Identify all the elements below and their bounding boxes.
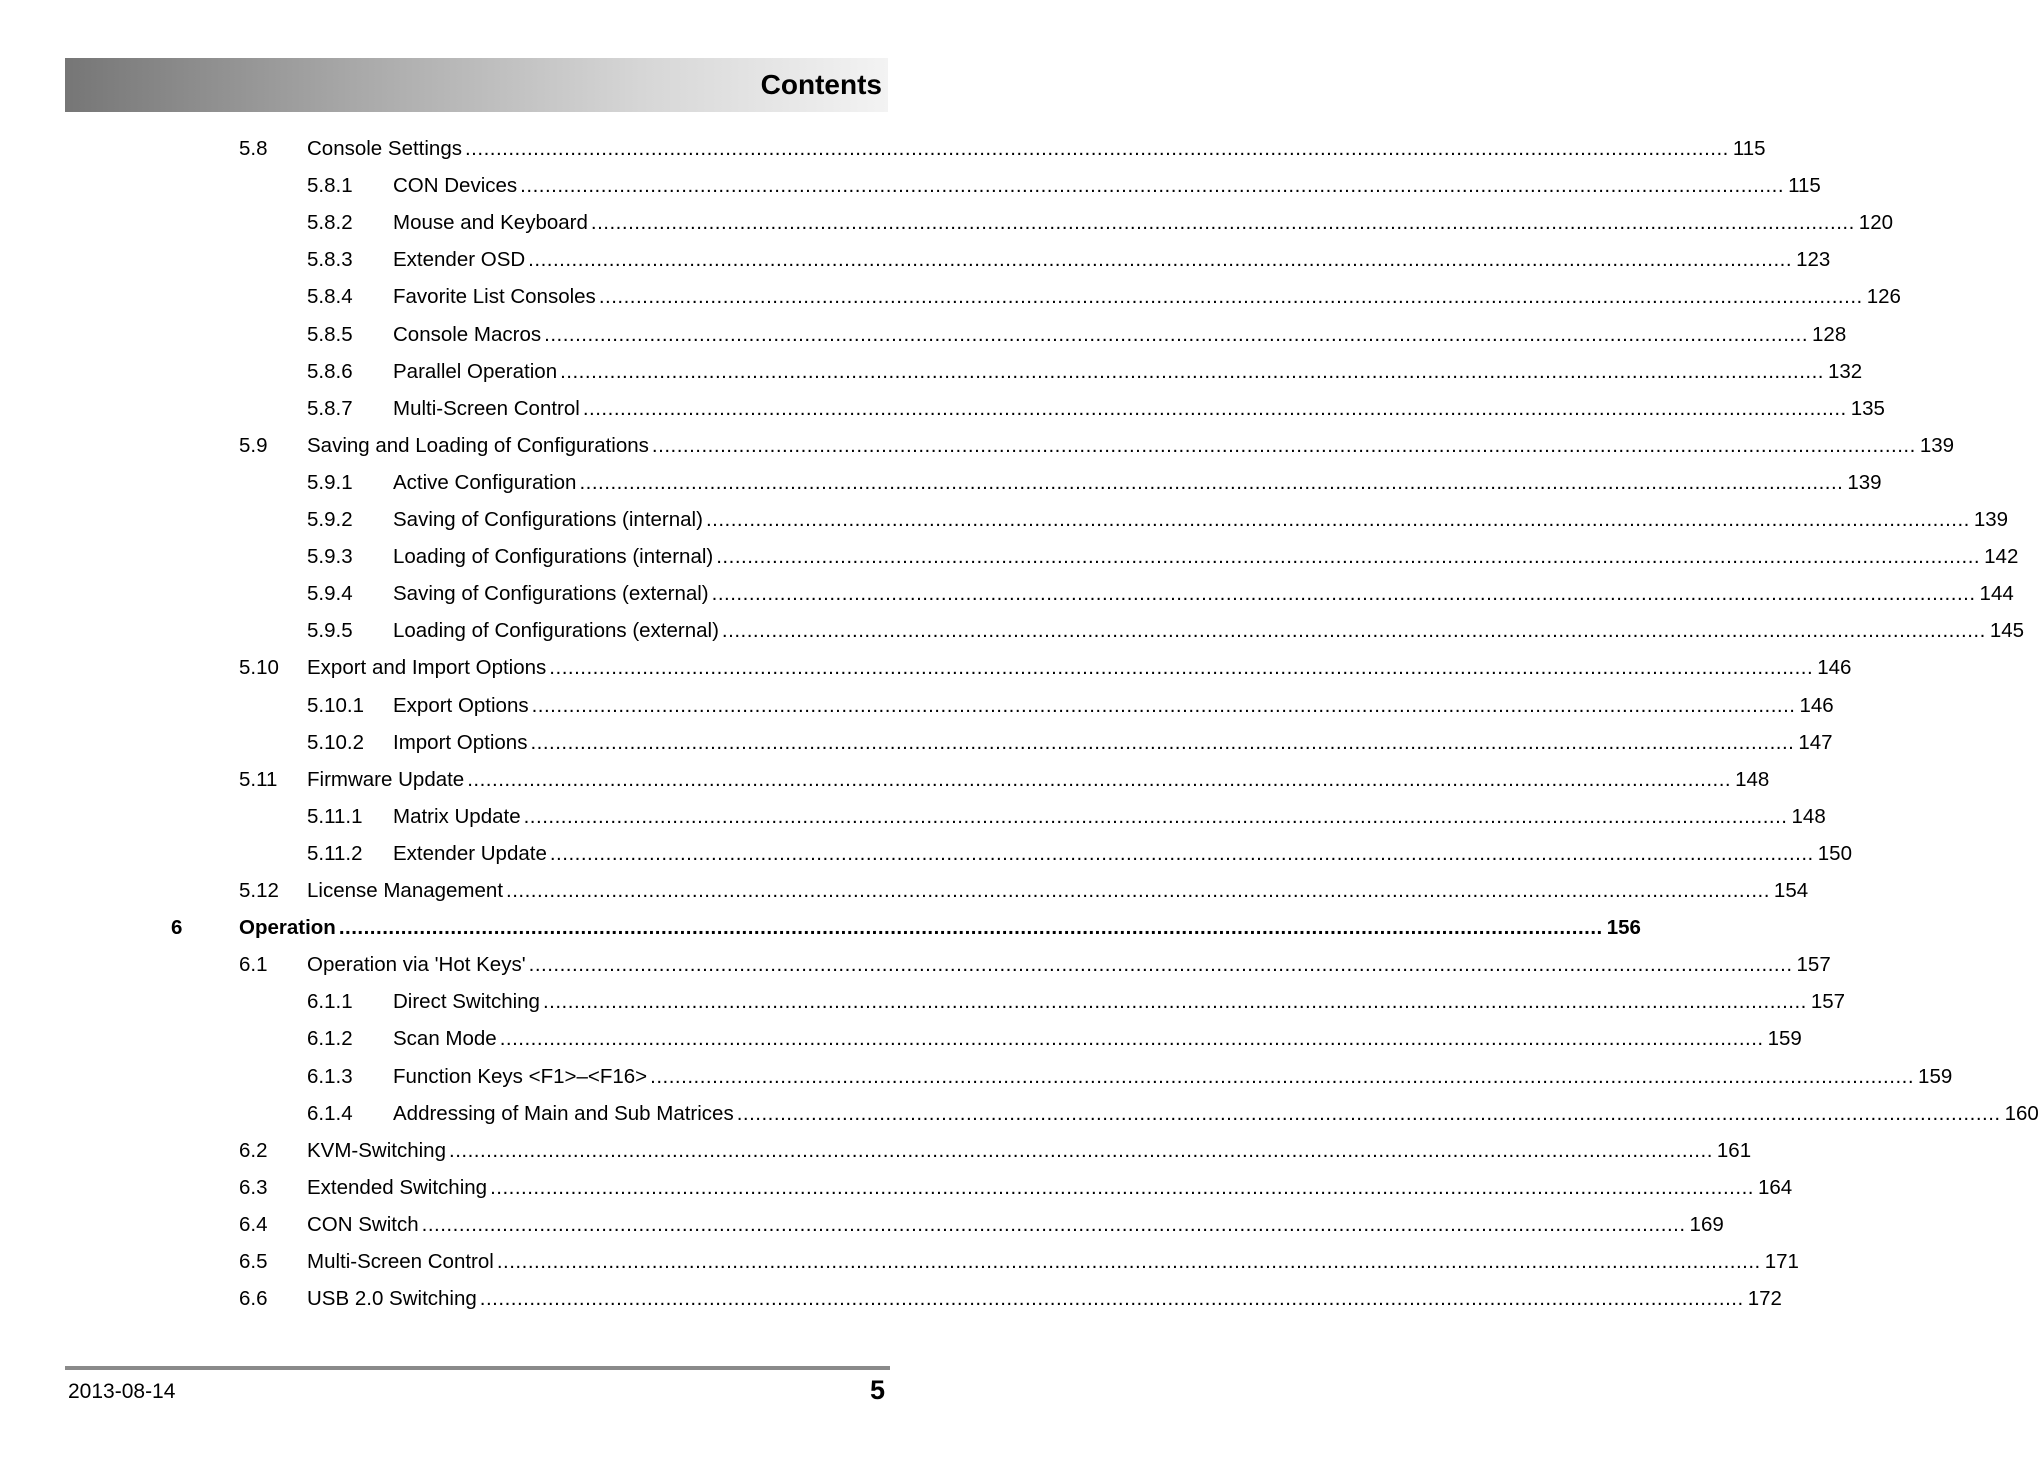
toc-entry[interactable] xyxy=(239,1132,1752,1169)
toc-entry-page: 150 xyxy=(1817,841,1852,865)
toc-entry-page: 156 xyxy=(1606,916,1641,940)
header-band xyxy=(65,58,888,112)
toc-entry[interactable] xyxy=(239,427,1955,464)
toc-entry-page: 144 xyxy=(1979,582,2014,606)
toc-entry-title: Mouse and Keyboard xyxy=(393,211,588,235)
toc-entry-title: Saving of Configurations (internal) xyxy=(393,508,703,531)
toc-dot-leader: ............................................................................................................................................................................................................ xyxy=(520,174,1785,198)
toc-entry[interactable] xyxy=(307,167,1821,204)
toc-entry-title: Operation xyxy=(239,916,336,940)
toc-entry-page: 164 xyxy=(1757,1175,1793,1199)
toc-entry[interactable] xyxy=(239,130,1766,167)
toc-entry-title: USB 2.0 Switching xyxy=(307,1287,477,1311)
toc-dot-leader: ............................................................................................................................................................................................................ xyxy=(506,879,1770,902)
toc-dot-leader: ............................................................................................................................................................................................................ xyxy=(721,619,1986,643)
toc-entry-number: 5.10 xyxy=(239,656,279,680)
toc-entry[interactable] xyxy=(239,649,1852,686)
toc-entry[interactable] xyxy=(307,687,1834,724)
toc-entry-page: 157 xyxy=(1810,990,1846,1014)
toc-entry-page: 171 xyxy=(1764,1250,1799,1273)
toc-entry-number: 5.8.6 xyxy=(307,359,353,383)
toc-entry-page: 148 xyxy=(1735,767,1770,791)
toc-entry-page: 159 xyxy=(1918,1064,1953,1088)
toc-entry[interactable] xyxy=(307,538,2019,575)
toc-entry-page: 139 xyxy=(1973,508,2009,531)
toc-entry[interactable] xyxy=(307,204,1894,241)
toc-entry-page: 142 xyxy=(1984,545,2019,569)
toc-entry-number: 5.9.4 xyxy=(307,582,353,606)
toc-dot-leader: ............................................................................................................................................................................................................ xyxy=(716,545,1981,569)
toc-entry-title: Extender Update xyxy=(393,841,547,865)
toc-entry[interactable] xyxy=(307,798,1826,835)
toc-dot-leader: ............................................................................................................................................................................................................ xyxy=(582,396,1847,420)
toc-entry-title: Export and Import Options xyxy=(307,656,547,680)
toc-entry-page: 115 xyxy=(1788,174,1821,198)
toc-entry[interactable] xyxy=(239,946,1831,983)
toc-entry-page: 139 xyxy=(1847,470,1882,494)
toc-entry[interactable] xyxy=(307,316,1847,353)
toc-entry-number: 5.8.4 xyxy=(307,285,353,309)
toc-entry[interactable] xyxy=(239,1169,1793,1206)
toc-entry-title: License Management xyxy=(307,879,504,902)
toc-entry-page: 139 xyxy=(1919,433,1955,457)
toc-entry-number: 5.12 xyxy=(239,879,279,902)
toc-entry-number: 5.8.3 xyxy=(307,248,353,272)
toc-entry-number: 6 xyxy=(171,916,183,940)
toc-entry-page: 169 xyxy=(1689,1212,1724,1236)
toc-entry-page: 126 xyxy=(1866,285,1901,309)
toc-entry-title: Saving of Configurations (external) xyxy=(393,582,709,606)
toc-entry-page: 160 xyxy=(2004,1101,2039,1125)
toc-entry-title: Scan Mode xyxy=(393,1027,497,1051)
toc-entry[interactable] xyxy=(307,835,1852,872)
toc-entry-number: 5.8.2 xyxy=(307,211,353,235)
toc-entry[interactable] xyxy=(239,1280,1782,1317)
toc-entry-title: Console Settings xyxy=(307,137,462,160)
toc-entry-number: 5.9.3 xyxy=(307,545,353,569)
toc-entry-page: 157 xyxy=(1796,953,1831,977)
toc-entry-title: Export Options xyxy=(393,693,529,717)
toc-entry-number: 6.1.3 xyxy=(307,1064,353,1088)
toc-entry-title: Loading of Configurations (external) xyxy=(393,619,719,643)
toc-entry-title: Parallel Operation xyxy=(393,359,558,383)
toc-entry-title: Saving and Loading of Configurations xyxy=(307,433,649,457)
toc-entry[interactable] xyxy=(239,1243,1799,1280)
toc-entry[interactable] xyxy=(307,1020,1802,1057)
toc-dot-leader: ............................................................................................................................................................................................................ xyxy=(542,990,1807,1014)
toc-dot-leader: ............................................................................................................................................................................................................ xyxy=(530,730,1795,754)
toc-entry-title: Favorite List Consoles xyxy=(393,285,596,309)
toc-dot-leader: ............................................................................................................................................................................................................ xyxy=(736,1101,2001,1125)
toc-entry-title: Multi-Screen Control xyxy=(393,396,580,420)
toc-entry-title: Firmware Update xyxy=(307,767,465,791)
toc-entry-page: 123 xyxy=(1796,248,1831,272)
toc-entry[interactable] xyxy=(307,1058,1953,1095)
toc-dot-leader: ............................................................................................................................................................................................................ xyxy=(549,841,1814,865)
toc-entry-page: 128 xyxy=(1812,322,1847,346)
toc-dot-leader: ............................................................................................................................................................................................................ xyxy=(421,1212,1686,1236)
toc-entry[interactable] xyxy=(239,1206,1724,1243)
toc-entry-title: Console Macros xyxy=(393,322,542,346)
toc-dot-leader: ............................................................................................................................................................................................................ xyxy=(531,693,1796,717)
toc-entry-title: Function Keys <F1>–<F16> xyxy=(393,1064,648,1088)
toc-entry-number: 5.8.5 xyxy=(307,322,353,346)
toc-entry[interactable] xyxy=(239,872,1809,909)
toc-entry-page: 147 xyxy=(1798,730,1833,754)
toc-entry-title: Addressing of Main and Sub Matrices xyxy=(393,1101,734,1125)
toc-entry-number: 5.8.1 xyxy=(307,174,353,198)
toc-entry-number: 5.9.1 xyxy=(307,470,353,494)
toc-entry-number: 5.11 xyxy=(239,767,278,791)
toc-entry-number: 6.1.4 xyxy=(307,1101,353,1125)
toc-dot-leader: ............................................................................................................................................................................................................ xyxy=(650,1064,1915,1088)
footer-page-number: 5 xyxy=(869,1375,885,1405)
toc-entry-title: KVM-Switching xyxy=(307,1138,446,1162)
toc-entry-title: Extended Switching xyxy=(307,1175,488,1199)
toc-entry-number: 5.11.1 xyxy=(307,804,363,828)
toc-dot-leader: ............................................................................................................................................................................................................ xyxy=(579,470,1844,494)
toc-dot-leader: ............................................................................................................................................................................................................ xyxy=(496,1250,1761,1273)
toc-entry-page: 120 xyxy=(1858,211,1894,235)
toc-entry[interactable] xyxy=(307,390,1885,427)
toc-entry[interactable] xyxy=(307,612,2025,649)
toc-entry-title: CON Switch xyxy=(307,1212,419,1236)
toc-entry-title: Import Options xyxy=(393,730,528,754)
toc-entry[interactable] xyxy=(307,983,1846,1020)
toc-entry-title: Operation via 'Hot Keys' xyxy=(307,953,526,977)
toc-entry[interactable] xyxy=(307,241,1831,278)
toc-entry-number: 6.1.1 xyxy=(307,990,353,1014)
toc-entry-number: 6.1 xyxy=(239,953,268,977)
toc-entry[interactable] xyxy=(307,1095,2039,1132)
toc-entry-page: 145 xyxy=(1989,619,2025,643)
toc-entry[interactable] xyxy=(307,278,1901,315)
toc-entry-page: 115 xyxy=(1732,137,1766,160)
footer-divider xyxy=(65,1366,890,1370)
toc-entry-number: 6.6 xyxy=(239,1287,268,1311)
toc-entry-title: Active Configuration xyxy=(393,470,577,494)
toc-dot-leader: ............................................................................................................................................................................................................ xyxy=(544,322,1809,346)
toc-dot-leader: ............................................................................................................................................................................................................ xyxy=(560,359,1824,383)
toc-dot-leader: ............................................................................................................................................................................................................ xyxy=(338,916,1603,940)
toc-entry-page: 135 xyxy=(1850,396,1885,420)
toc-entry-number: 6.2 xyxy=(239,1138,268,1162)
toc-entry[interactable] xyxy=(307,464,1882,501)
toc-dot-leader: ............................................................................................................................................................................................................ xyxy=(490,1175,1754,1199)
toc-entry-number: 5.8.7 xyxy=(307,396,353,420)
toc-entry[interactable] xyxy=(307,353,1863,390)
toc-dot-leader: ............................................................................................................................................................................................................ xyxy=(528,953,1793,977)
toc-entry-page: 161 xyxy=(1716,1138,1752,1162)
toc-dot-leader: ............................................................................................................................................................................................................ xyxy=(549,656,1814,680)
toc-entry-number: 5.9 xyxy=(239,433,268,457)
toc-entry-page: 172 xyxy=(1747,1287,1782,1311)
toc-entry-page: 148 xyxy=(1791,804,1826,828)
toc-entry-number: 6.3 xyxy=(239,1175,268,1199)
toc-dot-leader: ............................................................................................................................................................................................................ xyxy=(499,1027,1764,1051)
toc-dot-leader: ............................................................................................................................................................................................................ xyxy=(598,285,1863,309)
toc-entry-title: Multi-Screen Control xyxy=(307,1250,494,1273)
toc-entry-number: 5.10.2 xyxy=(307,730,364,754)
toc-dot-leader: ............................................................................................................................................................................................................ xyxy=(479,1287,1744,1311)
toc-entry-page: 146 xyxy=(1817,656,1852,680)
toc-entry-number: 6.4 xyxy=(239,1212,268,1236)
toc-entry-number: 5.9.2 xyxy=(307,508,353,531)
toc-dot-leader: ............................................................................................................................................................................................................ xyxy=(651,433,1916,457)
toc-entry[interactable] xyxy=(307,501,2009,538)
toc-entry-title: Matrix Update xyxy=(393,804,521,828)
toc-dot-leader: ............................................................................................................................................................................................................ xyxy=(523,804,1788,828)
footer-date: 2013-08-14 xyxy=(68,1380,176,1403)
toc-dot-leader: ............................................................................................................................................................................................................ xyxy=(705,508,1970,531)
toc-dot-leader: ............................................................................................................................................................................................................ xyxy=(528,248,1793,272)
toc-dot-leader: ............................................................................................................................................................................................................ xyxy=(449,1138,1713,1162)
toc-dot-leader: ............................................................................................................................................................................................................ xyxy=(467,767,1732,791)
page-title: Contents xyxy=(760,69,882,100)
toc-entry-number: 5.9.5 xyxy=(307,619,353,643)
toc-entry-page: 159 xyxy=(1767,1027,1802,1051)
toc-entry-page: 154 xyxy=(1773,879,1809,902)
toc-entry[interactable] xyxy=(239,761,1770,798)
toc-entry-number: 5.10.1 xyxy=(307,693,364,717)
toc-entry-title: Extender OSD xyxy=(393,248,526,272)
toc-dot-leader: ............................................................................................................................................................................................................ xyxy=(590,211,1855,235)
toc-entry-number: 6.1.2 xyxy=(307,1027,353,1051)
toc-entry-number: 5.11.2 xyxy=(307,841,363,865)
toc-entry[interactable] xyxy=(171,909,1641,946)
toc-entry-title: Loading of Configurations (internal) xyxy=(393,545,714,569)
toc-entry[interactable] xyxy=(307,575,2014,612)
toc-entry-title: Direct Switching xyxy=(393,990,540,1014)
toc-entry-page: 146 xyxy=(1799,693,1834,717)
toc-entry[interactable] xyxy=(307,724,1833,761)
toc-entry-number: 6.5 xyxy=(239,1250,268,1273)
toc-dot-leader: ............................................................................................................................................................................................................ xyxy=(711,582,1976,606)
toc-entry-title: CON Devices xyxy=(393,174,518,198)
toc-entry-page: 132 xyxy=(1828,359,1863,383)
toc-dot-leader: ............................................................................................................................................................................................................ xyxy=(464,137,1729,160)
toc-entry-number: 5.8 xyxy=(239,137,268,160)
